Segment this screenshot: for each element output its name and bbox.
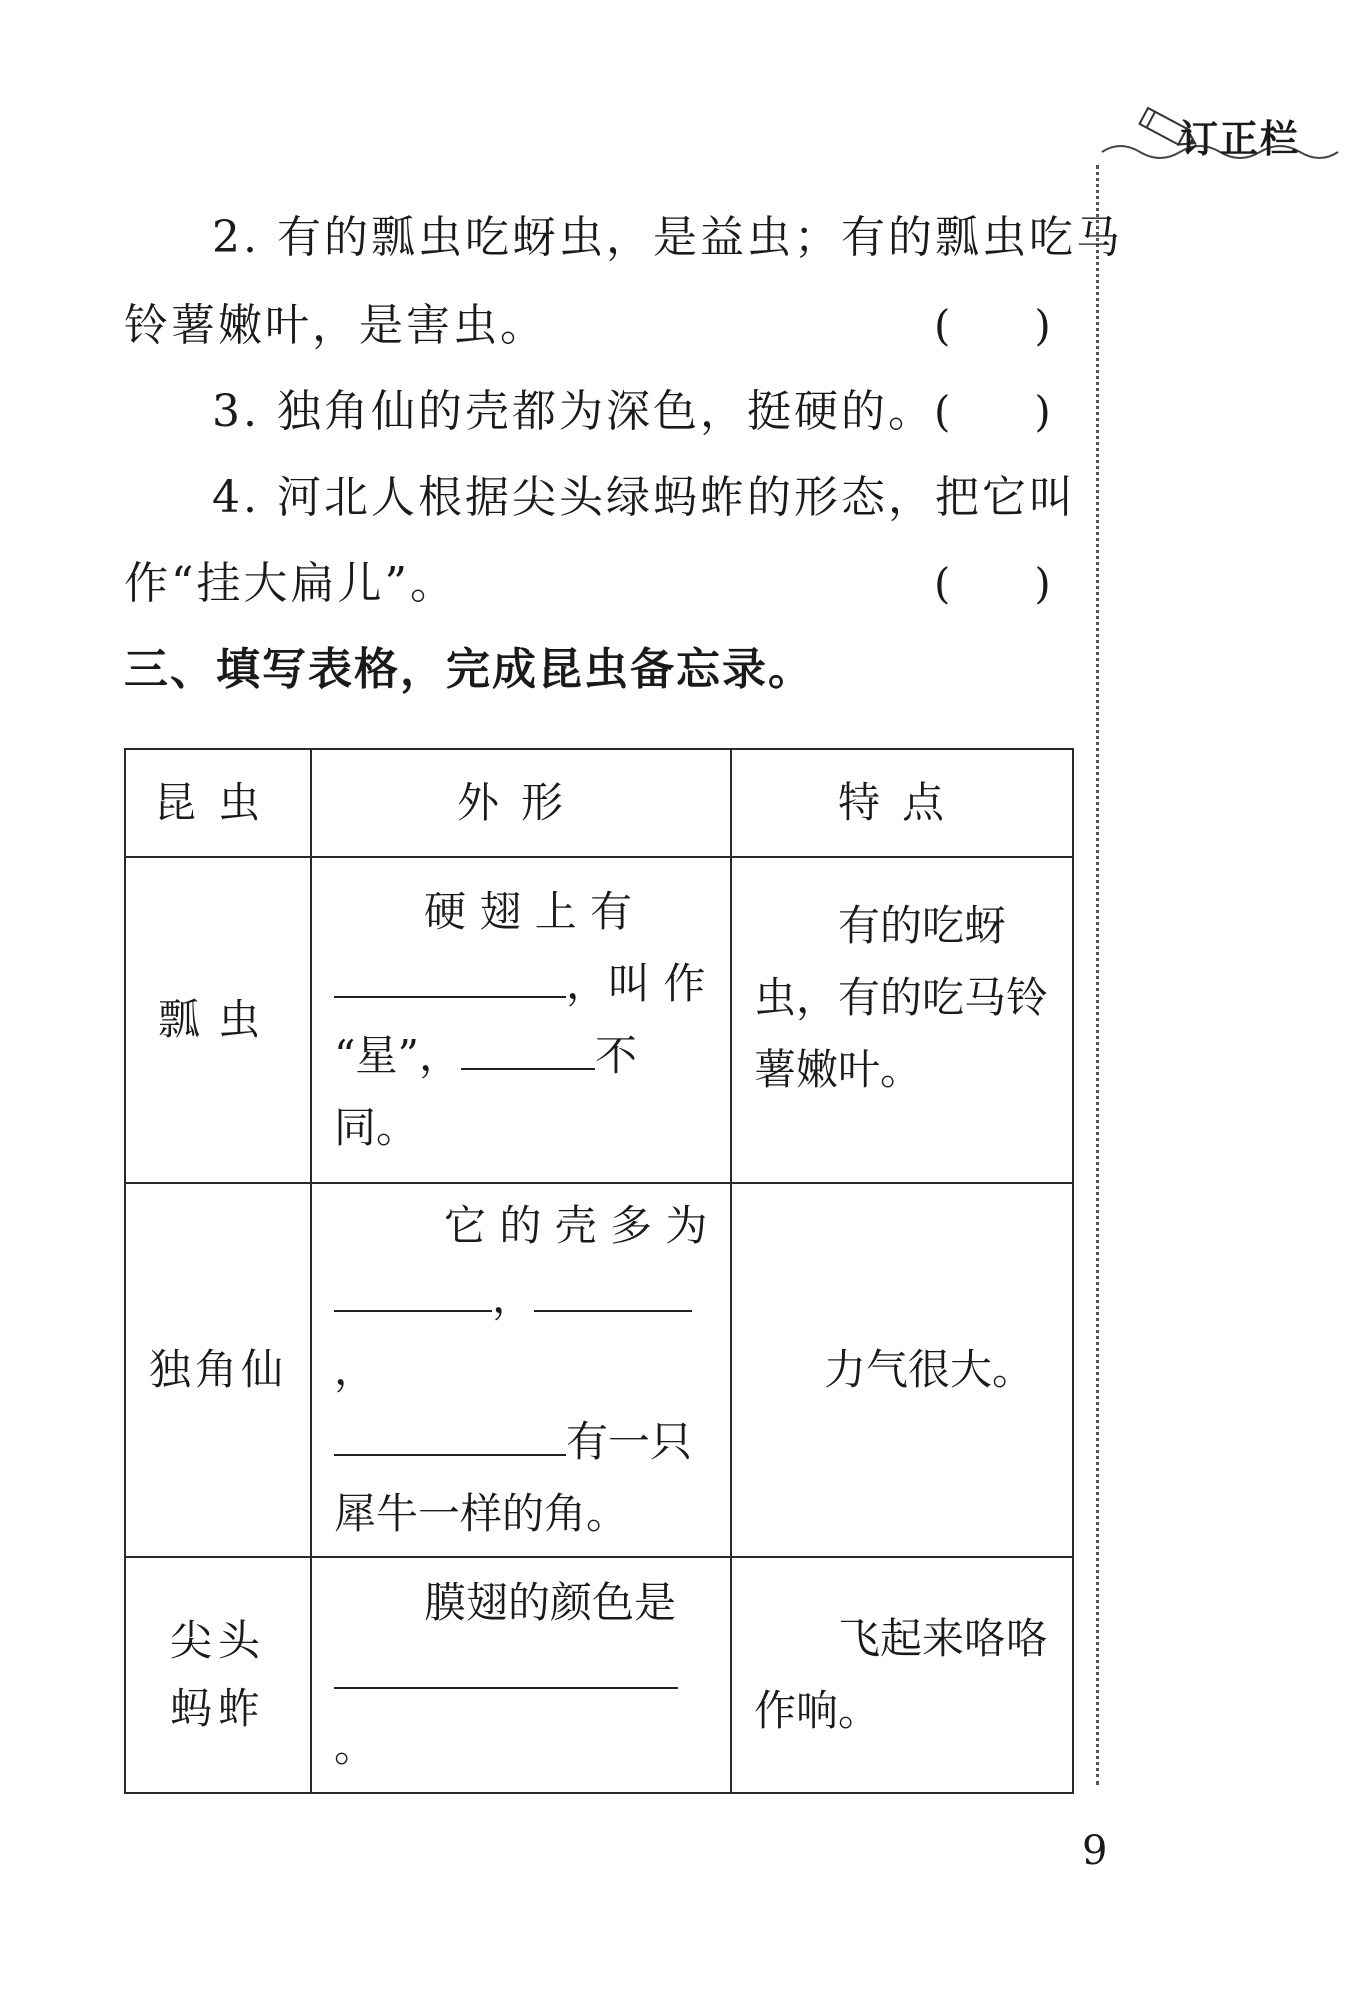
table-row-rhinoceros-beetle bbox=[125, 1183, 1073, 1557]
margin-divider bbox=[1096, 165, 1099, 1785]
answer-blank-beetle-1[interactable] bbox=[334, 1276, 492, 1312]
feature-cell-ladybug: 有的吃蚜 虫，有的吃马铃 薯嫩叶。 bbox=[731, 857, 1073, 1183]
answer-blank-grasshopper[interactable] bbox=[334, 1653, 678, 1689]
question-2-line1: 2. 有的瓢虫吃蚜虫，是益虫；有的瓢虫吃马 bbox=[212, 212, 1123, 263]
table-header-row bbox=[125, 749, 1073, 857]
question-2-answer-parens[interactable]: ( ) bbox=[934, 301, 1051, 350]
insect-name-rhinoceros-beetle: 独角仙 bbox=[125, 1183, 311, 1557]
answer-blank-ladybug-2[interactable] bbox=[461, 1034, 595, 1070]
insect-memo-table bbox=[124, 748, 1074, 1794]
header-insect: 昆虫 bbox=[125, 749, 311, 857]
answer-blank-beetle-3[interactable] bbox=[334, 1420, 566, 1456]
feature-cell-grasshopper: 飞起来咯咯 作响。 bbox=[731, 1557, 1073, 1793]
question-2-line2: 铃薯嫩叶，是害虫。 bbox=[124, 300, 547, 351]
question-4-answer-parens[interactable]: ( ) bbox=[934, 559, 1051, 608]
shape-ladybug-line1: 硬 翅 上 有 bbox=[424, 887, 633, 936]
insect-name-ladybug: 瓢虫 bbox=[125, 857, 311, 1183]
correction-column-label: 订正栏 bbox=[1180, 117, 1301, 161]
answer-blank-beetle-2[interactable] bbox=[534, 1276, 692, 1312]
section-3-heading: 三、填写表格，完成昆虫备忘录。 bbox=[124, 644, 814, 695]
answer-blank-ladybug-1[interactable] bbox=[334, 962, 566, 998]
shape-ladybug-line2: ，叫 作 bbox=[334, 948, 712, 1020]
question-3-text: 3. 独角仙的壳都为深色，挺硬的。 bbox=[212, 386, 935, 437]
question-4-line1: 4. 河北人根据尖头绿蚂蚱的形态，把它叫 bbox=[212, 472, 1076, 523]
shape-cell-ladybug bbox=[311, 857, 731, 1183]
shape-ladybug-line3: “星”， 不同。 bbox=[334, 1031, 637, 1152]
question-4-line2: 作“挂大扁儿”。 bbox=[124, 558, 457, 609]
question-3-answer-parens[interactable]: ( ) bbox=[934, 387, 1051, 436]
table-row-ladybug bbox=[125, 857, 1073, 1183]
header-shape: 外形 bbox=[311, 749, 731, 857]
shape-cell-grasshopper: 膜翅的颜色是 。 bbox=[311, 1557, 731, 1793]
shape-cell-rhinoceros-beetle: 它 的 壳 多 为 ，， 有一只 犀牛一样的角。 bbox=[311, 1183, 731, 1557]
insect-name-grasshopper: 尖头 蚂蚱 bbox=[125, 1557, 311, 1793]
page-number: 9 bbox=[1082, 1828, 1108, 1874]
feature-cell-rhinoceros-beetle: 力气很大。 bbox=[731, 1183, 1073, 1557]
header-feature: 特点 bbox=[731, 749, 1073, 857]
table-row-grasshopper bbox=[125, 1557, 1073, 1793]
